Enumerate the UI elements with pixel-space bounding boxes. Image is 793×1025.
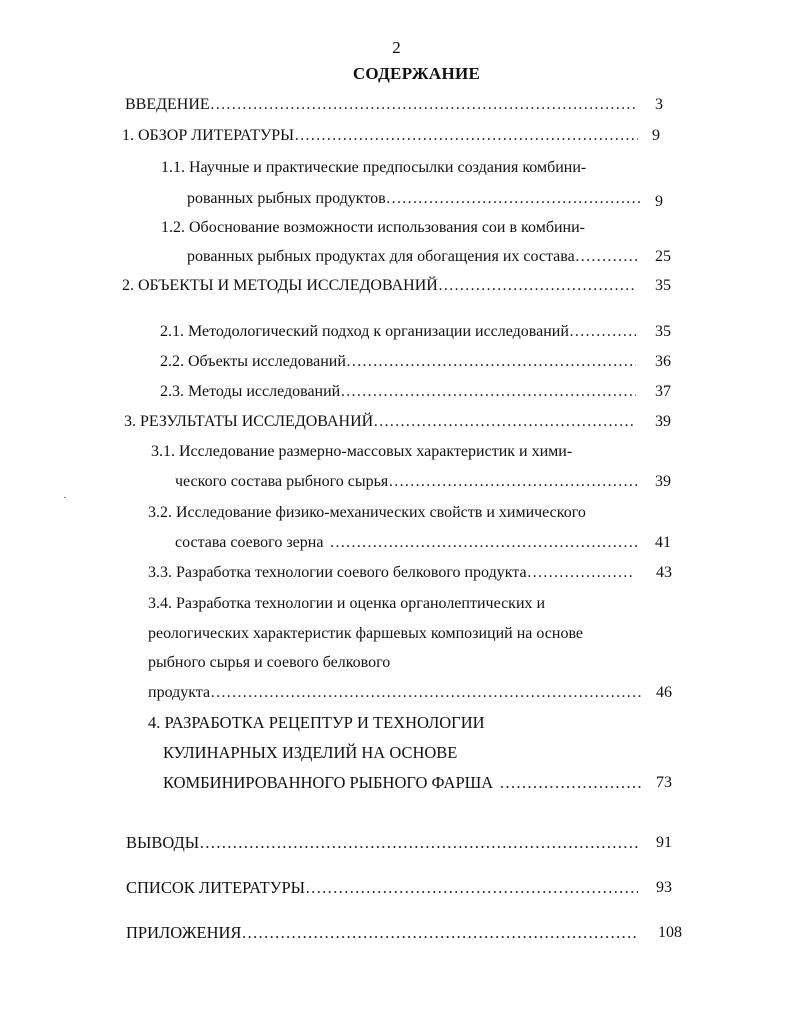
toc-entry-3-4 bbox=[148, 683, 642, 703]
toc-page-number: 91 bbox=[656, 834, 672, 851]
toc-page-number: 9 bbox=[655, 193, 663, 210]
toc-entry-label: ВВЕДЕНИЕ bbox=[125, 96, 210, 113]
page-number: 2 bbox=[392, 38, 401, 57]
toc-page-number: 35 bbox=[655, 323, 671, 340]
toc-entry-2-1 bbox=[160, 322, 636, 342]
toc-entry-intro bbox=[125, 95, 637, 115]
toc-entry-label: ВЫВОДЫ bbox=[126, 833, 200, 852]
toc-entry-3-2 bbox=[175, 533, 637, 553]
toc-entry-label: рованных рыбных продуктах для обогащения их состава bbox=[187, 248, 575, 265]
toc-entry-1-1 bbox=[187, 189, 640, 209]
toc-page-number: 36 bbox=[655, 353, 671, 370]
toc-entry-chapter-4 bbox=[163, 773, 642, 793]
toc-page-number: 39 bbox=[655, 473, 671, 490]
toc-page-number: 41 bbox=[655, 534, 671, 551]
toc-entry-2-3 bbox=[160, 382, 636, 402]
toc-entry-3-1-line1: 3.1. Исследование размерно-массовых характеристик и хими- bbox=[151, 443, 573, 460]
toc-page-number: 3 bbox=[655, 96, 663, 113]
toc-entry-label: рованных рыбных продуктов bbox=[187, 190, 386, 207]
toc-page-number: 43 bbox=[656, 564, 672, 581]
toc-entry-3-3 bbox=[148, 563, 632, 583]
toc-entry-chapter-4-line1: 4. РАЗРАБОТКА РЕЦЕПТУР И ТЕХНОЛОГИИ bbox=[148, 713, 485, 732]
dot-leader bbox=[210, 95, 637, 115]
toc-entry-label: состава соевого зерна bbox=[175, 534, 324, 551]
toc-entry-label: 2.2. Объекты исследований bbox=[160, 353, 346, 370]
toc-entry-chapter-3 bbox=[124, 412, 636, 432]
dot-leader bbox=[386, 189, 640, 209]
toc-entry-1-2 bbox=[187, 247, 639, 267]
toc-entry-label: СПИСОК ЛИТЕРАТУРЫ bbox=[126, 878, 306, 897]
dot-leader bbox=[210, 683, 642, 703]
scan-speck bbox=[64, 497, 66, 498]
dot-leader bbox=[323, 533, 637, 553]
toc-entry-chapter-2 bbox=[122, 276, 637, 296]
toc-entry-label: ческого состава рыбного сырья bbox=[175, 473, 389, 490]
page-title: СОДЕРЖАНИЕ bbox=[352, 64, 481, 83]
toc-page-number: 35 bbox=[655, 277, 671, 294]
toc-page-number: 46 bbox=[656, 684, 672, 701]
dot-leader bbox=[305, 878, 638, 898]
toc-entry-label: продукта bbox=[148, 684, 211, 701]
toc-page-number: 25 bbox=[655, 248, 671, 265]
toc-entry-2-2 bbox=[160, 352, 636, 372]
toc-entry-label: 2.1. Методологический подход к организации исследований bbox=[160, 323, 569, 340]
dot-leader bbox=[294, 126, 638, 146]
toc-page-number: 39 bbox=[655, 413, 671, 430]
toc-entry-3-2-line1: 3.2. Исследование физико-механических свойств и химического bbox=[148, 504, 586, 521]
toc-entry-3-4-line2: реологических характеристик фаршевых композиций на основе bbox=[148, 625, 584, 642]
toc-page-number: 93 bbox=[656, 879, 672, 896]
toc-page-number: 37 bbox=[655, 383, 671, 400]
toc-entry-3-1 bbox=[175, 472, 637, 492]
toc-entry-3-4-line1: 3.4. Разработка технологии и оценка органолептических и bbox=[148, 595, 546, 612]
toc-entry-1-2-line1: 1.2. Обоснование возможности использования сои в комбини- bbox=[161, 219, 585, 236]
dot-leader bbox=[346, 352, 636, 372]
dot-leader bbox=[373, 412, 636, 432]
toc-entry-chapter-1 bbox=[122, 126, 638, 146]
toc-entry-conclusions bbox=[126, 833, 638, 853]
toc-entry-references bbox=[126, 878, 638, 898]
dot-leader bbox=[340, 382, 636, 402]
toc-entry-1-1-line1: 1.1. Научные и практические предпосылки создания комбини- bbox=[161, 159, 587, 176]
toc-entry-label: 3.3. Разработка технологии соевого белкового продукта bbox=[148, 564, 527, 581]
dot-leader bbox=[199, 833, 638, 853]
toc-page-number: 73 bbox=[656, 774, 672, 791]
toc-page-number: 108 bbox=[658, 924, 682, 941]
toc-entry-label: 1. ОБЗОР ЛИТЕРАТУРЫ bbox=[122, 127, 295, 144]
toc-entry-appendices bbox=[126, 923, 639, 943]
dot-leader bbox=[241, 923, 639, 943]
toc-entry-label: 2. ОБЪЕКТЫ И МЕТОДЫ ИССЛЕДОВАНИЙ bbox=[122, 277, 438, 294]
toc-entry-label: 2.3. Методы исследований bbox=[160, 383, 341, 400]
toc-entry-3-4-line3: рыбного сырья и соевого белкового bbox=[148, 654, 391, 671]
toc-page-number: 9 bbox=[652, 127, 660, 144]
toc-entry-label: 3. РЕЗУЛЬТАТЫ ИССЛЕДОВАНИЙ bbox=[124, 413, 374, 430]
toc-entry-chapter-4-line2: КУЛИНАРНЫХ ИЗДЕЛИЙ НА ОСНОВЕ bbox=[163, 743, 458, 762]
dot-leader bbox=[388, 472, 637, 492]
toc-entry-label: КОМБИНИРОВАННОГО РЫБНОГО ФАРША bbox=[163, 773, 494, 792]
toc-entry-label: ПРИЛОЖЕНИЯ bbox=[126, 923, 242, 942]
dot-leader bbox=[438, 276, 637, 296]
